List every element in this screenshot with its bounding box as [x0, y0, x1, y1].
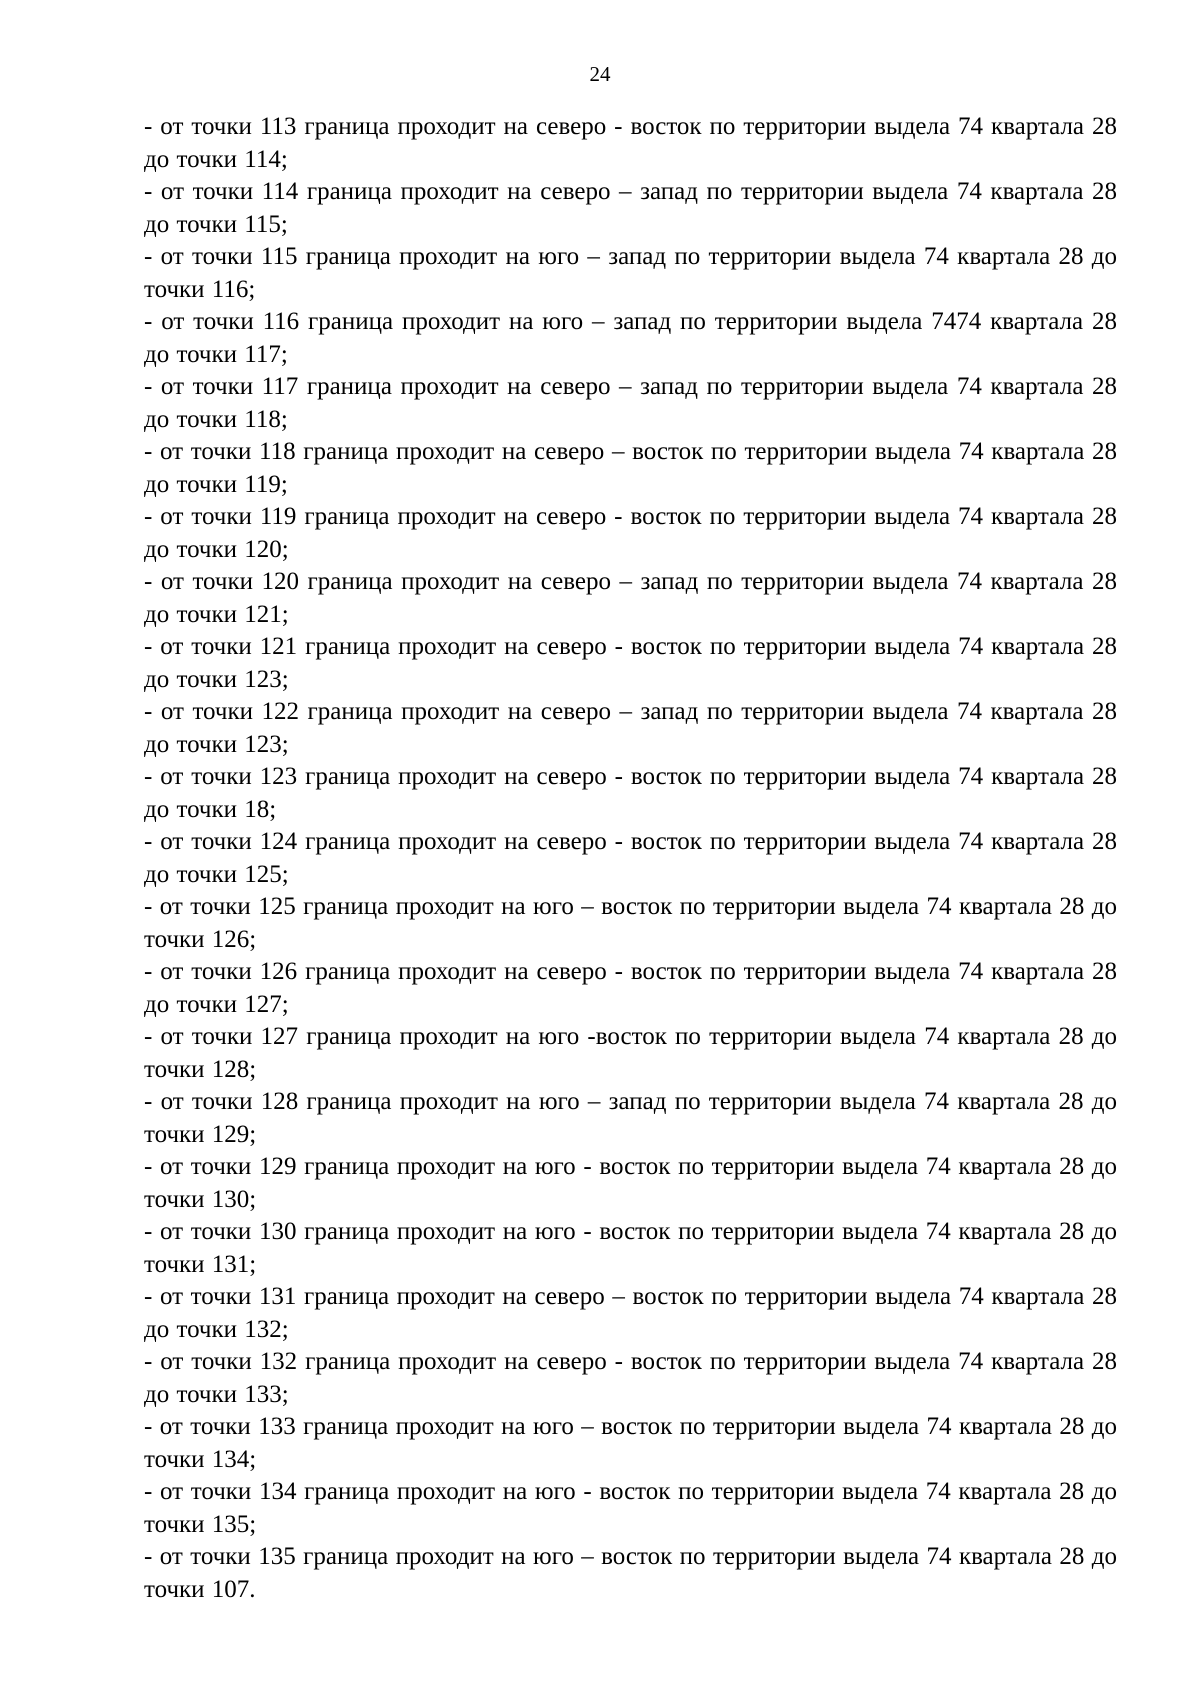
page-number: 24: [589, 62, 611, 86]
boundary-entry: - от точки 120 граница проходит на северо – запад по территории выдела 74 квартала 28 до точки 121;: [144, 568, 1117, 628]
boundary-entry: - от точки 130 граница проходит на юго - восток по территории выдела 74 квартала 28 до точки 131;: [144, 1218, 1117, 1278]
boundary-entry: - от точки 119 граница проходит на северо - восток по территории выдела 74 квартала 28 до точки 120;: [144, 503, 1117, 563]
boundary-entry: - от точки 118 граница проходит на северо – восток по территории выдела 74 квартала 28 до точки 119;: [144, 438, 1117, 498]
boundary-entry: - от точки 134 граница проходит на юго - восток по территории выдела 74 квартала 28 до точки 135;: [144, 1478, 1117, 1538]
boundary-entry: - от точки 127 граница проходит на юго -восток по территории выдела 74 квартала 28 до точки 128;: [144, 1023, 1117, 1083]
boundary-entry: - от точки 128 граница проходит на юго – запад по территории выдела 74 квартала 28 до точки 129;: [144, 1088, 1117, 1148]
boundary-entry: - от точки 129 граница проходит на юго - восток по территории выдела 74 квартала 28 до точки 130;: [144, 1153, 1117, 1213]
boundary-entry: - от точки 121 граница проходит на северо - восток по территории выдела 74 квартала 28 до точки 123;: [144, 633, 1117, 693]
boundary-entry: - от точки 125 граница проходит на юго – восток по территории выдела 74 квартала 28 до точки 126;: [144, 893, 1117, 953]
boundary-entry: - от точки 113 граница проходит на северо - восток по территории выдела 74 квартала 28 до точки 114;: [144, 113, 1117, 173]
boundary-entry: - от точки 123 граница проходит на северо - восток по территории выдела 74 квартала 28 до точки 18;: [144, 763, 1117, 823]
document-body: [144, 111, 1117, 1606]
boundary-entry: - от точки 116 граница проходит на юго – запад по территории выдела 7474 квартала 28 до точки 117;: [144, 308, 1117, 368]
boundary-entry: - от точки 126 граница проходит на северо - восток по территории выдела 74 квартала 28 до точки 127;: [144, 958, 1117, 1018]
boundary-entry: - от точки 133 граница проходит на юго – восток по территории выдела 74 квартала 28 до точки 134;: [144, 1413, 1117, 1473]
boundary-entry: - от точки 124 граница проходит на северо - восток по территории выдела 74 квартала 28 до точки 125;: [144, 828, 1117, 888]
boundary-entry: - от точки 114 граница проходит на северо – запад по территории выдела 74 квартала 28 до точки 115;: [144, 178, 1117, 238]
boundary-entry: - от точки 132 граница проходит на северо - восток по территории выдела 74 квартала 28 до точки 133;: [144, 1348, 1117, 1408]
boundary-entry: - от точки 131 граница проходит на северо – восток по территории выдела 74 квартала 28 до точки 132;: [144, 1283, 1117, 1343]
boundary-entry: - от точки 115 граница проходит на юго – запад по территории выдела 74 квартала 28 до точки 116;: [144, 243, 1117, 303]
boundary-entry: - от точки 135 граница проходит на юго – восток по территории выдела 74 квартала 28 до точки 107.: [144, 1543, 1117, 1603]
boundary-entry: - от точки 122 граница проходит на северо – запад по территории выдела 74 квартала 28 до точки 123;: [144, 698, 1117, 758]
boundary-entry: - от точки 117 граница проходит на северо – запад по территории выдела 74 квартала 28 до точки 118;: [144, 373, 1117, 433]
